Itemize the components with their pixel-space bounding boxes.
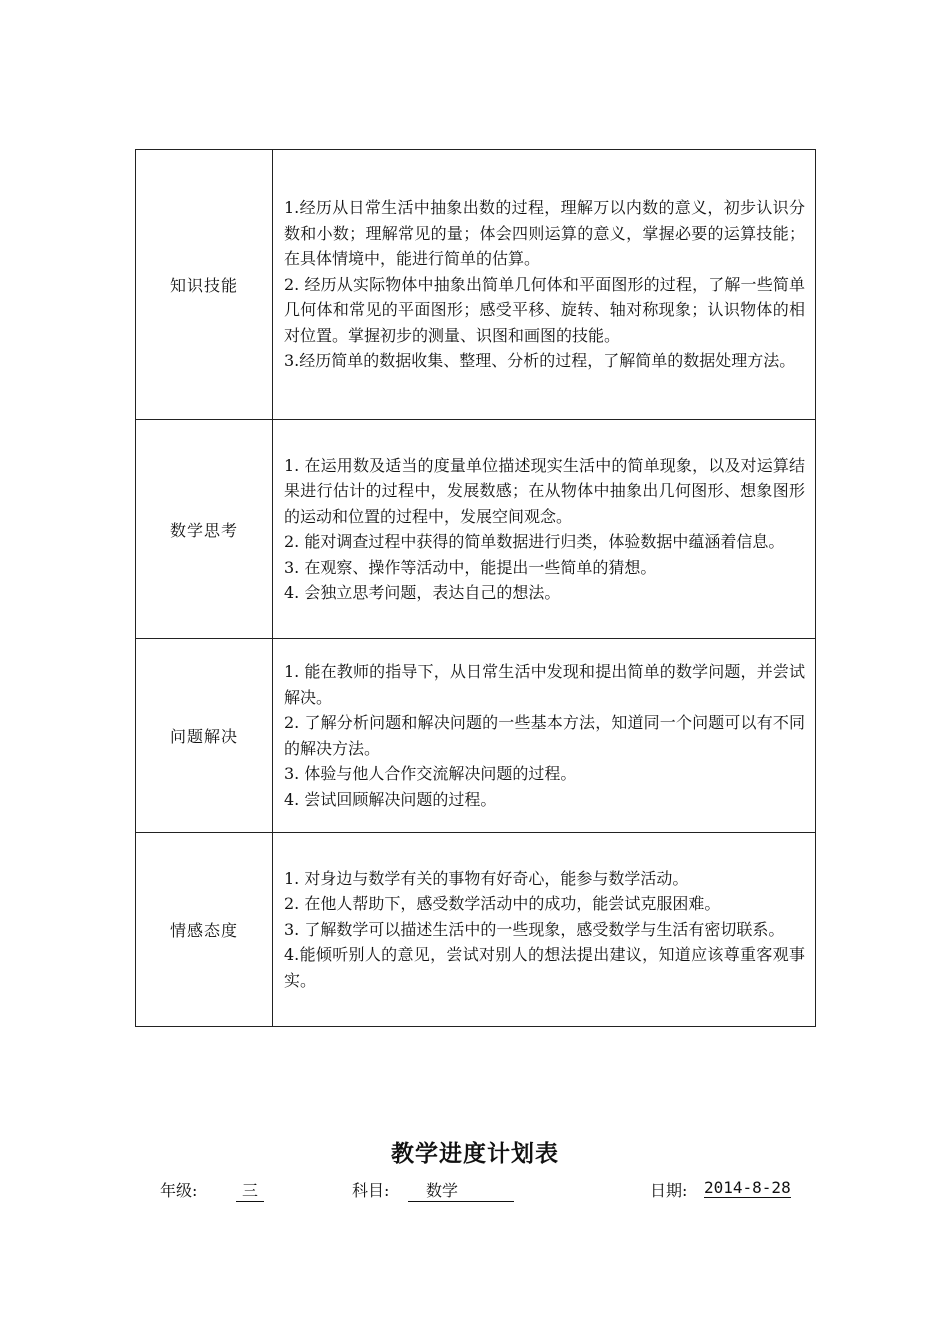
content-line: 2. 在他人帮助下，感受数学活动中的成功，能尝试克服困难。 xyxy=(284,894,721,914)
content-line: 3.经历简单的数据收集、整理、分析的过程，了解简单的数据处理方法。 xyxy=(284,351,796,371)
row-content xyxy=(273,150,816,420)
table-row xyxy=(136,833,816,1027)
content-line: 3. 了解数学可以描述生活中的一些现象，感受数学与生活有密切联系。 xyxy=(284,919,785,939)
content-line: 2. 经历从实际物体中抽象出简单几何体和平面图形的过程，了解一些简单几何体和常见的平面图形；感受平移、旋转、轴对称现象；认识物体的相对位置。掌握初步的测量、识图和画图的技能。 xyxy=(284,274,805,345)
content-line: 2. 能对调查过程中获得的简单数据进行归类，体验数据中蕴涵着信息。 xyxy=(284,532,785,551)
grade-label: 年级: xyxy=(160,1181,198,1200)
content-line: 3. 在观察、操作等活动中，能提出一些简单的猜想。 xyxy=(284,557,657,577)
content-line: 3. 体验与他人合作交流解决问题的过程。 xyxy=(284,764,577,783)
date-label: 日期: xyxy=(650,1181,688,1200)
row-content xyxy=(273,833,816,1027)
content-line: 1.经历从日常生活中抽象出数的过程，理解万以内数的意义，初步认识分数和小数；理解常见的量；体会四则运算的意义，掌握必要的运算技能；在具体情境中，能进行简单的估算。 xyxy=(284,198,805,269)
subject-value: 数学 xyxy=(408,1178,514,1202)
grade-value: 三 xyxy=(236,1178,264,1202)
course-goals-table xyxy=(135,149,816,1027)
content-line: 4. 尝试回顾解决问题的过程。 xyxy=(284,789,497,809)
content-line: 4. 会独立思考问题，表达自己的想法。 xyxy=(284,583,561,602)
row-label: 数学思考 xyxy=(136,420,273,639)
row-label: 情感态度 xyxy=(136,833,273,1027)
subject-label: 科目: xyxy=(352,1181,390,1200)
row-content xyxy=(273,420,816,639)
row-content xyxy=(273,639,816,833)
content-line: 4.能倾听别人的意见，尝试对别人的想法提出建议，知道应该尊重客观事实。 xyxy=(284,945,805,990)
date-value: 2014-8-28 xyxy=(704,1178,791,1197)
table-row xyxy=(136,150,816,420)
content-line: 1. 能在教师的指导下，从日常生活中发现和提出简单的数学问题，并尝试解决。 xyxy=(284,662,805,707)
table-row xyxy=(136,639,816,833)
table-row xyxy=(136,420,816,639)
content-line: 1. 对身边与数学有关的事物有好奇心，能参与数学活动。 xyxy=(284,868,689,888)
row-label: 知识技能 xyxy=(136,150,273,420)
content-line: 2. 了解分析问题和解决问题的一些基本方法，知道同一个问题可以有不同的解决方法。 xyxy=(284,713,805,758)
page-title: 教学进度计划表 xyxy=(391,1141,559,1167)
row-label: 问题解决 xyxy=(136,639,273,833)
content-line: 1. 在运用数及适当的度量单位描述现实生活中的简单现象，以及对运算结果进行估计的过程中，发展数感；在从物体中抽象出几何图形、想象图形的运动和位置的过程中，发展空间观念。 xyxy=(284,455,805,526)
